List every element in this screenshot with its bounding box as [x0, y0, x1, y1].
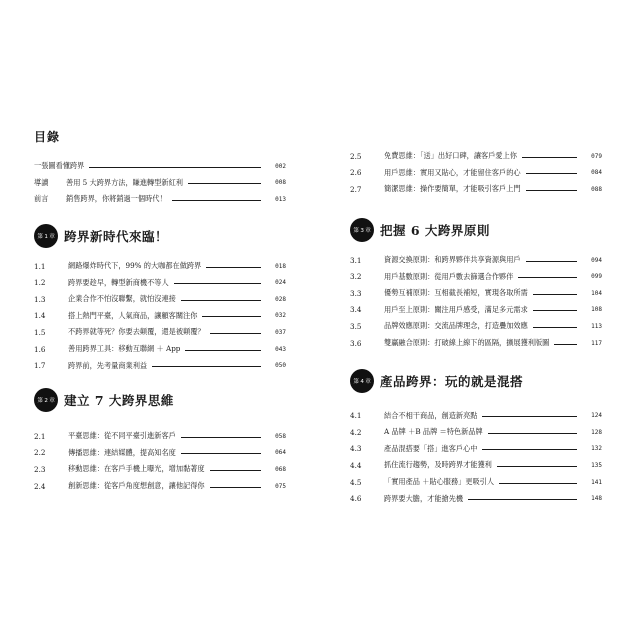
toc-entry[interactable]	[350, 474, 602, 491]
dot-leader	[468, 499, 577, 500]
dot-leader	[554, 344, 577, 345]
dot-leader	[488, 433, 577, 434]
entry-title: 不跨界就等死？你要去顛覆，還是被顛覆？	[68, 327, 205, 337]
chapter-title: 建立 7 大跨界思維	[64, 392, 174, 408]
front-matter-item[interactable]	[34, 158, 286, 175]
dot-leader	[152, 366, 261, 367]
chapter-badge: 第 2 章	[34, 388, 58, 412]
entry-number: 1.6	[34, 344, 46, 354]
dot-leader	[533, 327, 577, 328]
page-number: 094	[591, 256, 602, 264]
dot-leader	[526, 173, 577, 174]
page-number: 002	[275, 162, 286, 170]
dot-leader	[89, 167, 261, 168]
dot-leader	[482, 416, 577, 417]
entry-title: 善用跨界工具：移動互聯網 ＋ App	[68, 344, 181, 354]
chapter-entry-list	[350, 252, 602, 352]
toc-entry[interactable]	[350, 181, 602, 198]
page-number: 068	[275, 465, 286, 473]
entry-number: 3.5	[350, 321, 362, 331]
toc-entry[interactable]	[34, 461, 286, 478]
toc-entry[interactable]	[350, 148, 602, 165]
entry-number: 4.6	[350, 494, 362, 504]
entry-number: 4.2	[350, 427, 362, 437]
front-matter-title: 善用 5 大跨界方法，賺進轉型新紅利	[66, 177, 183, 187]
chapter-badge: 第 3 章	[350, 218, 374, 242]
entry-number: 4.5	[350, 477, 362, 487]
dot-leader	[181, 453, 261, 454]
entry-title: 「實用產品 ＋貼心服務」更吸引人	[384, 477, 495, 487]
front-matter-label: 前言	[34, 194, 49, 204]
toc-entry[interactable]	[350, 457, 602, 474]
toc-entry[interactable]	[350, 318, 602, 335]
toc-entry[interactable]	[350, 441, 602, 458]
toc-entry[interactable]	[34, 291, 286, 308]
page-number: 075	[275, 482, 286, 490]
page-number: 128	[591, 428, 602, 436]
dot-leader	[526, 261, 577, 262]
entry-number: 2.3	[34, 464, 46, 474]
toc-entry[interactable]	[350, 285, 602, 302]
dot-leader	[210, 333, 261, 334]
chapter-title: 產品跨界：玩的就是混搭	[380, 374, 524, 390]
page-number: 148	[591, 495, 602, 503]
front-matter-title: 一張圖看懂跨界	[34, 161, 85, 171]
entry-title: 跨界要趁早，轉型新商機不等人	[68, 277, 169, 287]
page-number: 050	[275, 362, 286, 370]
dot-leader	[522, 157, 577, 158]
dot-leader	[188, 183, 261, 184]
page-number: 084	[591, 169, 602, 177]
entry-title: 品牌效應原則：交流品牌理念，打造疊加效應	[384, 321, 528, 331]
entry-title: 用戶至上原則：關注用戶感受，滿足多元需求	[384, 304, 528, 314]
dot-leader	[497, 466, 577, 467]
page-number: 037	[275, 328, 286, 336]
toc-entry[interactable]	[34, 308, 286, 325]
entry-number: 3.1	[350, 255, 362, 265]
page-number: 028	[275, 295, 286, 303]
entry-number: 4.4	[350, 460, 362, 470]
dot-leader	[202, 316, 261, 317]
entry-number: 3.2	[350, 272, 362, 282]
toc-entry[interactable]	[350, 165, 602, 182]
entry-number: 4.1	[350, 411, 362, 421]
front-matter-item[interactable]	[34, 175, 286, 192]
chapter-2-continued-list	[350, 148, 602, 198]
entry-number: 1.4	[34, 311, 46, 321]
page-number: 043	[275, 345, 286, 353]
toc-title: 目錄	[34, 130, 61, 144]
dot-leader	[482, 449, 577, 450]
right-column	[350, 148, 602, 515]
toc-entry[interactable]	[34, 258, 286, 275]
dot-leader	[526, 190, 577, 191]
dot-leader	[499, 483, 577, 484]
entry-number: 3.6	[350, 338, 362, 348]
entry-title: 用戶基數原則：從用戶數去篩選合作夥伴	[384, 271, 514, 281]
left-column	[34, 128, 286, 502]
page-number: 032	[275, 312, 286, 320]
chapter-4-section	[350, 363, 602, 507]
page-number: 113	[591, 322, 602, 330]
toc-entry[interactable]	[34, 428, 286, 445]
chapter-title: 跨界新時代來臨！	[64, 228, 169, 244]
toc-entry[interactable]	[350, 424, 602, 441]
entry-number: 3.3	[350, 288, 362, 298]
page-number: 088	[591, 185, 602, 193]
dot-leader	[518, 277, 577, 278]
dot-leader	[181, 437, 261, 438]
page-number: 141	[591, 478, 602, 486]
dot-leader	[206, 267, 261, 268]
page-number: 064	[275, 449, 286, 457]
chapter-entry-list	[34, 258, 286, 374]
entry-title: 優勢互補原則：互相截長補短，實現各取所需	[384, 288, 528, 298]
toc-entry[interactable]	[34, 324, 286, 341]
toc-entry[interactable]	[34, 357, 286, 374]
entry-number: 1.1	[34, 261, 46, 271]
chapter-badge: 第 4 章	[350, 369, 374, 393]
chapter-entry-list	[350, 407, 602, 507]
page-number: 117	[591, 339, 602, 347]
dot-leader	[185, 350, 261, 351]
chapter-entry-list	[34, 428, 286, 494]
page-number: 024	[275, 279, 286, 287]
entry-number: 2.2	[34, 448, 46, 458]
entry-number: 1.7	[34, 361, 46, 371]
entry-title: 搭上熱門平臺，人氣商品，讓顧客關注你	[68, 310, 198, 320]
entry-title: 免費思維：「送」出好口碑，讓客戶愛上你	[384, 151, 517, 161]
page-number: 124	[591, 412, 602, 420]
entry-title: 企業合作不怕沒聯繫，就怕沒連接	[68, 294, 176, 304]
page-number: 008	[275, 179, 286, 187]
toc-entry[interactable]	[350, 490, 602, 507]
entry-title: 創新思維：從客戶角度想創意，讓他記得你	[68, 481, 205, 491]
chapter-heading[interactable]	[350, 212, 602, 248]
front-matter-label: 導讀	[34, 177, 49, 187]
page-number: 132	[591, 445, 602, 453]
entry-title: 資源交換原則：和跨界夥伴共享資源與用戶	[384, 255, 521, 265]
entry-title: 產品混搭要「搭」進客戶心中	[384, 443, 478, 453]
chapter-title: 把握 6 大跨界原則	[380, 222, 490, 238]
front-matter-title: 銷售跨界，你將銷過一個時代！	[66, 194, 167, 204]
entry-title: 抓住流行趨勢，及時跨界才能獲利	[384, 460, 492, 470]
toc-entry[interactable]	[34, 341, 286, 358]
dot-leader	[172, 200, 261, 201]
toc-entry[interactable]	[34, 478, 286, 495]
entry-title: A 品牌 ＋B 品牌 ＝特色新品牌	[384, 427, 483, 437]
toc-entry[interactable]	[350, 407, 602, 424]
dot-leader	[210, 487, 261, 488]
toc-entry[interactable]	[350, 268, 602, 285]
chapter-badge: 第 1 章	[34, 224, 58, 248]
entry-title: 用戶思維：實用又貼心，才能留住客戶的心	[384, 167, 521, 177]
toc-entry[interactable]	[34, 274, 286, 291]
chapter-3-section	[350, 212, 602, 352]
entry-number: 2.1	[34, 431, 46, 441]
toc-entry[interactable]	[350, 252, 602, 269]
chapter-heading[interactable]	[34, 218, 286, 254]
front-matter-list	[34, 158, 286, 208]
entry-number: 2.5	[350, 151, 362, 161]
entry-number: 2.7	[350, 184, 362, 194]
entry-title: 平臺思維：從不同平臺引進新客戶	[68, 431, 176, 441]
chapter-1-section	[34, 218, 286, 374]
entry-title: 傳播思維：連結媒體，提高知名度	[68, 447, 176, 457]
entry-number: 2.6	[350, 168, 362, 178]
entry-title: 結合不相干商品，創造新亮點	[384, 410, 478, 420]
entry-title: 跨界前，先考量商業利益	[68, 360, 148, 370]
toc-entry[interactable]	[350, 302, 602, 319]
page-number: 013	[275, 195, 286, 203]
entry-title: 簡潔思維：操作要簡單，才能吸引客戶上門	[384, 184, 521, 194]
entry-number: 3.4	[350, 305, 362, 315]
page-number: 104	[591, 289, 602, 297]
page-number: 135	[591, 461, 602, 469]
page-number: 018	[275, 262, 286, 270]
front-matter-item[interactable]	[34, 191, 286, 208]
entry-title: 雙贏融合原則：打破線上線下的區隔，擴展獲利版圖	[384, 338, 550, 348]
page-number: 079	[591, 152, 602, 160]
entry-number: 4.3	[350, 444, 362, 454]
dot-leader	[174, 283, 261, 284]
toc-entry[interactable]	[34, 445, 286, 462]
toc-entry[interactable]	[350, 335, 602, 352]
dot-leader	[533, 294, 577, 295]
entry-number: 1.5	[34, 327, 46, 337]
entry-title: 跨界要大膽，才能搶先機	[384, 493, 464, 503]
chapter-heading[interactable]	[350, 363, 602, 399]
entry-title: 移動思維：在客戶手機上曝光，增加黏著度	[68, 464, 205, 474]
entry-number: 1.3	[34, 294, 46, 304]
page-number: 058	[275, 432, 286, 440]
page-number: 108	[591, 306, 602, 314]
entry-title: 網路爆炸時代下，99% 的大咖都在做跨界	[68, 261, 202, 271]
dot-leader	[181, 300, 261, 301]
entry-number: 1.2	[34, 278, 46, 288]
page-number: 099	[591, 273, 602, 281]
dot-leader	[533, 310, 577, 311]
chapter-heading[interactable]	[34, 382, 286, 418]
dot-leader	[210, 470, 261, 471]
chapter-2-section	[34, 382, 286, 494]
entry-number: 2.4	[34, 481, 46, 491]
